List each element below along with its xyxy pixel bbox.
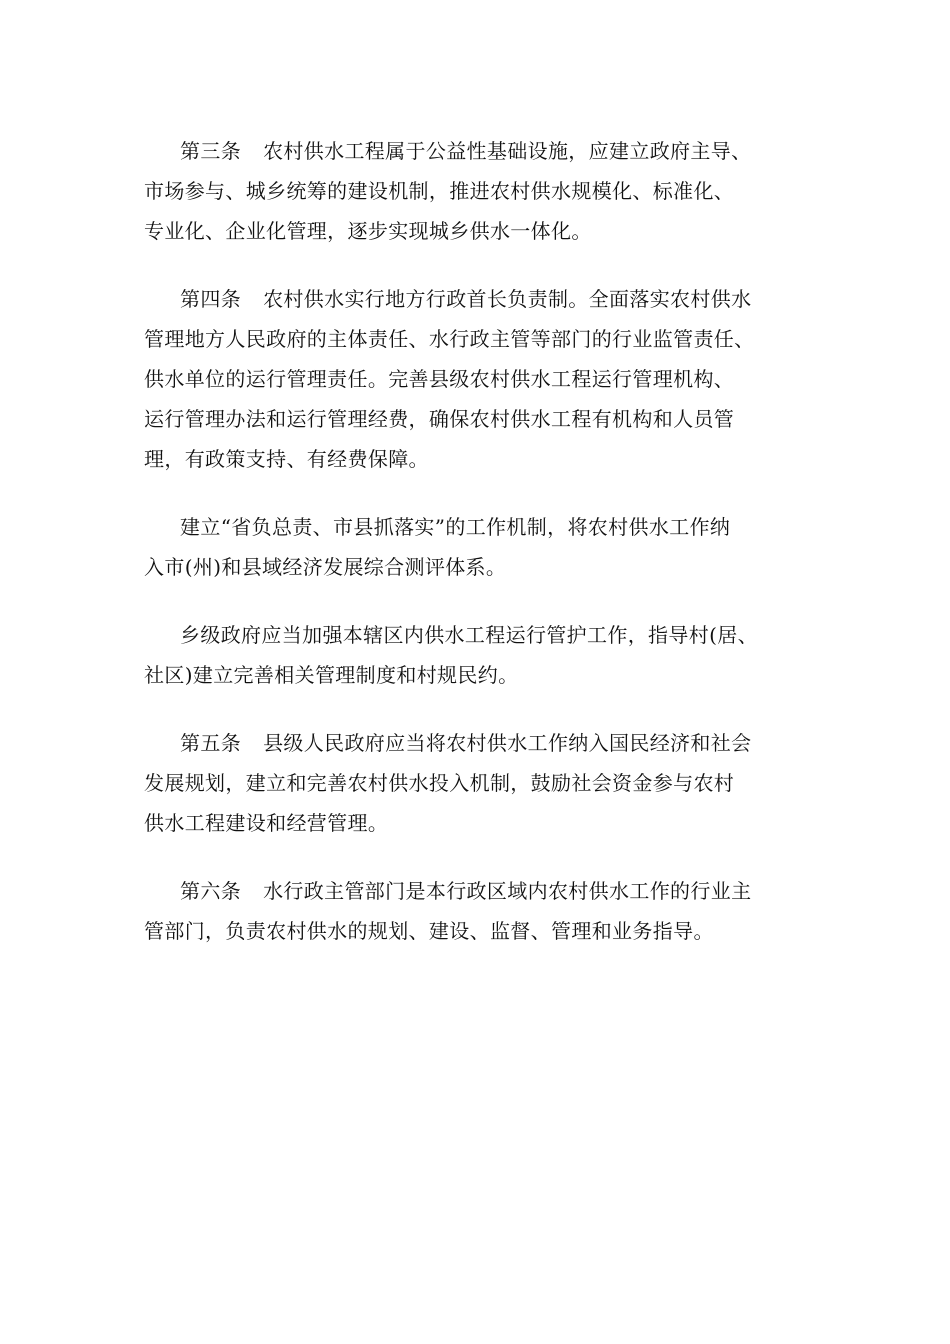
- paragraph-line: 发展规划，建立和完善农村供水投入机制，鼓励社会资金参与农村: [144, 771, 735, 795]
- paragraph-line: 管理地方人民政府的主体责任、水行政主管等部门的行业监管责任、: [144, 327, 755, 351]
- article-5-paragraph: [144, 723, 812, 843]
- paragraph-line: 农村供水实行地方行政首长负责制。全面落实农村供水: [263, 287, 752, 311]
- paragraph-line: 管部门，负责农村供水的规划、建设、监督、管理和业务指导。: [144, 919, 714, 943]
- document-body: [144, 131, 812, 979]
- paragraph-line: 农村供水工程属于公益性基础设施，应建立政府主导、: [263, 139, 752, 163]
- paragraph-line: 建立“省负总责、市县抓落实”的工作机制，将农村供水工作纳: [180, 515, 731, 539]
- article-number: 第六条: [180, 879, 242, 903]
- paragraph-line: 入市(州)和县域经济发展综合测评体系。: [144, 555, 507, 579]
- paragraph-line: 乡级政府应当加强本辖区内供水工程运行管护工作，指导村(居、: [180, 623, 758, 647]
- paragraph-line: 市场参与、城乡统筹的建设机制，推进农村供水规模化、标准化、: [144, 179, 735, 203]
- paragraph-line: 理，有政策支持、有经费保障。: [144, 447, 429, 471]
- work-mechanism-paragraph: [144, 507, 812, 587]
- paragraph-line: 社区)建立完善相关管理制度和村规民约。: [144, 663, 519, 687]
- paragraph-line: 县级人民政府应当将农村供水工作纳入国民经济和社会: [263, 731, 752, 755]
- article-number: 第三条: [180, 139, 242, 163]
- article-3-paragraph: [144, 131, 812, 251]
- article-number: 第四条: [180, 287, 242, 311]
- township-government-paragraph: [144, 615, 812, 695]
- paragraph-line: 水行政主管部门是本行政区域内农村供水工作的行业主: [263, 879, 752, 903]
- paragraph-line: 供水单位的运行管理责任。完善县级农村供水工程运行管理机构、: [144, 367, 735, 391]
- article-number: 第五条: [180, 731, 242, 755]
- paragraph-line: 供水工程建设和经营管理。: [144, 811, 389, 835]
- article-6-paragraph: [144, 871, 812, 951]
- article-4-paragraph: [144, 279, 812, 479]
- paragraph-line: 专业化、企业化管理，逐步实现城乡供水一体化。: [144, 219, 592, 243]
- paragraph-line: 运行管理办法和运行管理经费，确保农村供水工程有机构和人员管: [144, 407, 735, 431]
